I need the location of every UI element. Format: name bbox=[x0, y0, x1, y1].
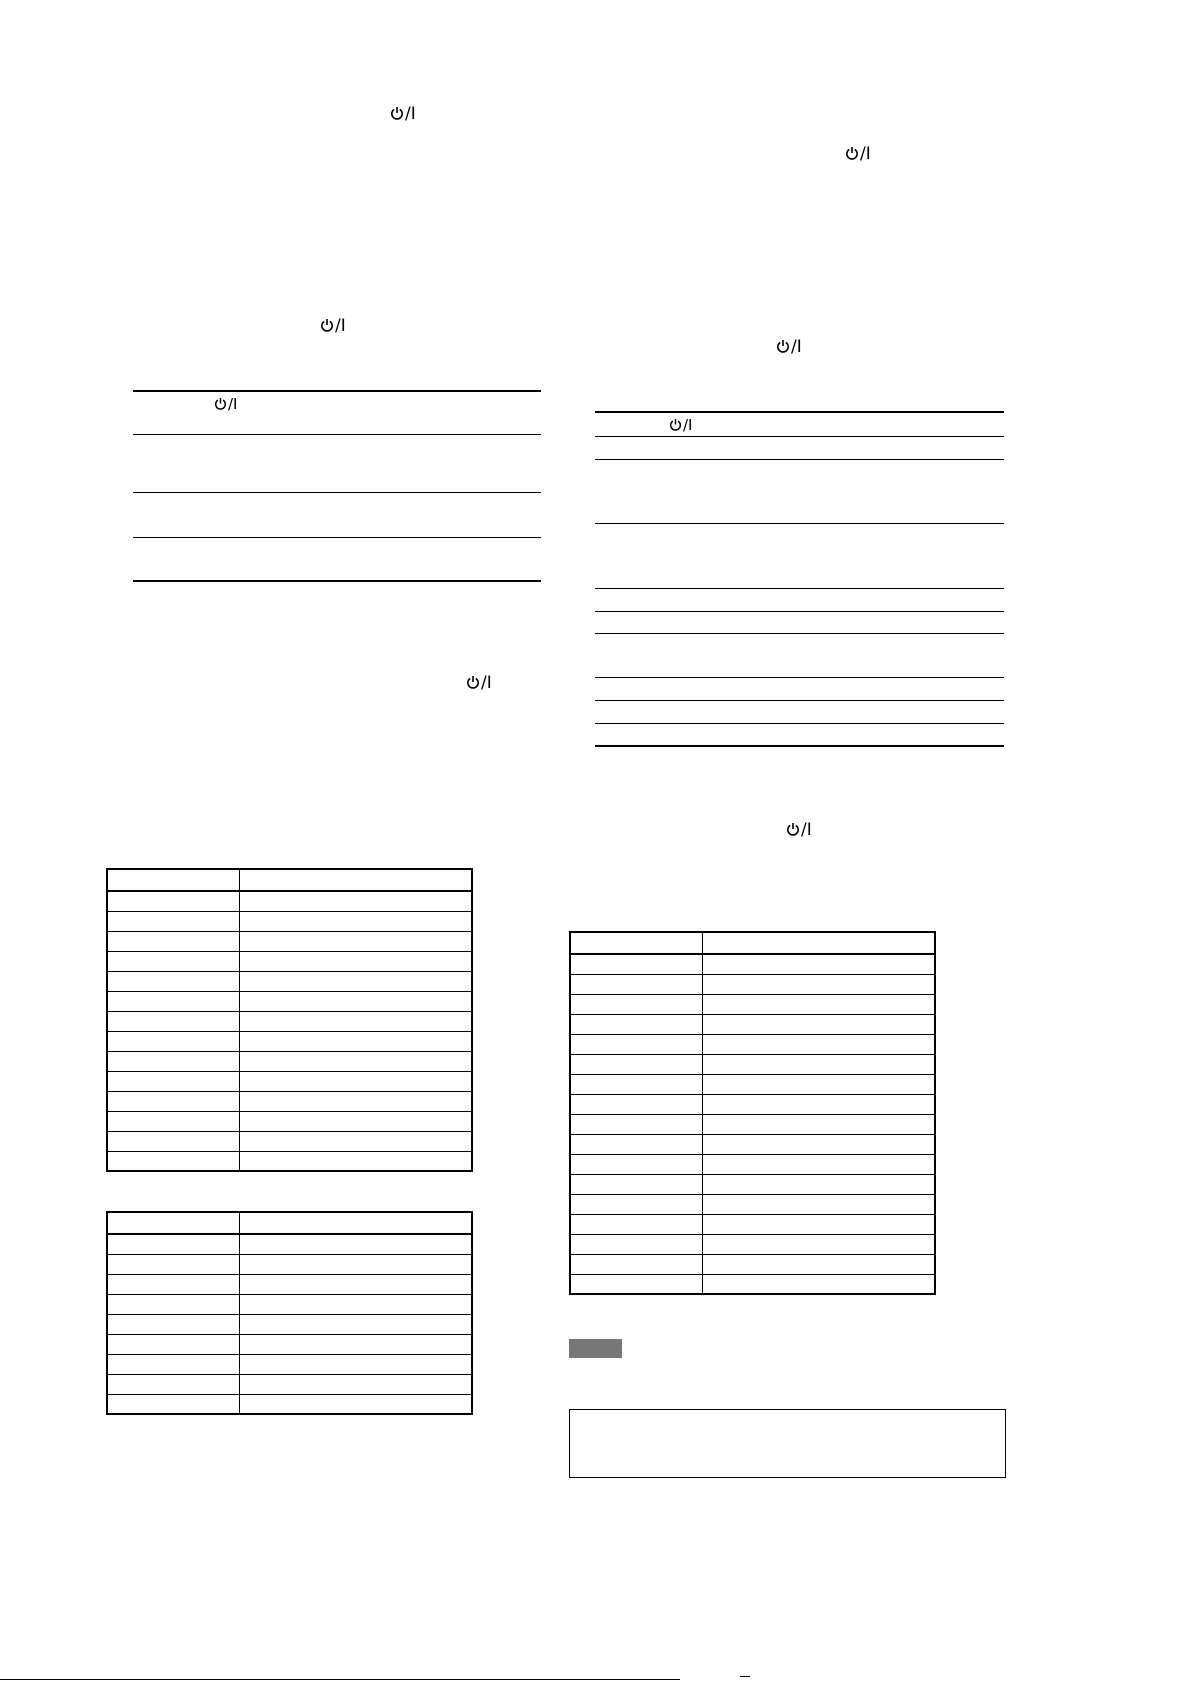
table-cell bbox=[570, 1154, 702, 1174]
power-standby-icon bbox=[390, 106, 404, 120]
table-cell bbox=[239, 1031, 472, 1051]
table-cell bbox=[107, 869, 239, 891]
table-cell bbox=[107, 1031, 239, 1051]
table-cell bbox=[239, 1254, 472, 1274]
code-table-b bbox=[106, 1211, 473, 1415]
table-row bbox=[570, 1114, 935, 1134]
power-mark-5: /I bbox=[845, 144, 871, 164]
table-bottom-rule bbox=[595, 745, 1004, 747]
table-row bbox=[570, 1214, 935, 1234]
table-cell bbox=[570, 932, 702, 954]
table-row-rule bbox=[595, 588, 1004, 589]
table-cell bbox=[107, 951, 239, 971]
table-cell bbox=[702, 1274, 935, 1294]
table-cell bbox=[239, 1212, 472, 1234]
power-standby-icon bbox=[214, 397, 227, 410]
power-standby-icon bbox=[845, 146, 859, 160]
table-row-rule bbox=[595, 633, 1004, 634]
table-cell bbox=[239, 1234, 472, 1254]
table-cell bbox=[570, 1094, 702, 1114]
table-cell bbox=[107, 1151, 239, 1171]
table-cell bbox=[107, 1051, 239, 1071]
table-cell bbox=[702, 932, 935, 954]
table-cell bbox=[702, 1214, 935, 1234]
table-cell bbox=[239, 991, 472, 1011]
table-row bbox=[570, 1134, 935, 1154]
table-cell bbox=[239, 951, 472, 971]
table-cell bbox=[239, 1091, 472, 1111]
table-row bbox=[107, 951, 472, 971]
table-row bbox=[107, 931, 472, 951]
table-cell bbox=[107, 931, 239, 951]
table-cell bbox=[107, 1374, 239, 1394]
table-cell bbox=[239, 869, 472, 891]
table-cell bbox=[239, 1151, 472, 1171]
table-row bbox=[570, 974, 935, 994]
table-cell bbox=[107, 971, 239, 991]
table-row-rule bbox=[595, 459, 1004, 460]
power-standby-icon bbox=[786, 822, 800, 836]
table-row bbox=[107, 991, 472, 1011]
table-row bbox=[570, 994, 935, 1014]
table-cell bbox=[107, 1071, 239, 1091]
power-mark-7: /I bbox=[669, 415, 692, 435]
table-cell bbox=[570, 1214, 702, 1234]
table-row bbox=[570, 1074, 935, 1094]
table-cell bbox=[107, 1111, 239, 1131]
power-mark-8: /I bbox=[786, 820, 812, 840]
power-mark-4: /I bbox=[466, 673, 492, 693]
table-row bbox=[107, 1334, 472, 1354]
table-row bbox=[570, 954, 935, 974]
table-row bbox=[570, 1254, 935, 1274]
footer-rule bbox=[0, 1679, 680, 1680]
table-cell bbox=[107, 1294, 239, 1314]
table-cell bbox=[239, 1294, 472, 1314]
table-cell bbox=[570, 1014, 702, 1034]
table-cell bbox=[107, 1011, 239, 1031]
table-cell bbox=[107, 991, 239, 1011]
table-row bbox=[570, 1014, 935, 1034]
table-row-rule bbox=[133, 434, 541, 435]
table-row bbox=[570, 1274, 935, 1294]
table-cell bbox=[107, 891, 239, 911]
table-cell bbox=[702, 1134, 935, 1154]
table-row bbox=[107, 1234, 472, 1254]
table-cell bbox=[570, 1234, 702, 1254]
table-row bbox=[107, 1051, 472, 1071]
table-row bbox=[107, 1031, 472, 1051]
table-cell bbox=[107, 1394, 239, 1414]
power-standby-icon bbox=[669, 418, 682, 431]
table-cell bbox=[702, 1034, 935, 1054]
table-row bbox=[107, 891, 472, 911]
table-cell bbox=[107, 1212, 239, 1234]
table-cell bbox=[239, 1111, 472, 1131]
table-cell bbox=[239, 1051, 472, 1071]
table-cell bbox=[239, 1011, 472, 1031]
table-row bbox=[570, 1234, 935, 1254]
table-cell bbox=[107, 1234, 239, 1254]
table-cell bbox=[239, 1274, 472, 1294]
table-row bbox=[107, 1294, 472, 1314]
table-cell bbox=[702, 974, 935, 994]
table-row-rule bbox=[595, 611, 1004, 612]
table-row bbox=[570, 1154, 935, 1174]
table-row-rule bbox=[595, 723, 1004, 724]
table-cell bbox=[570, 1074, 702, 1094]
table-cell bbox=[702, 1254, 935, 1274]
power-mark-6: /I bbox=[776, 337, 802, 357]
table-cell bbox=[570, 974, 702, 994]
table-cell bbox=[239, 1131, 472, 1151]
table-row bbox=[107, 1394, 472, 1414]
table-cell bbox=[702, 954, 935, 974]
table-row-rule bbox=[595, 700, 1004, 701]
table-header-row bbox=[107, 869, 472, 891]
table-cell bbox=[570, 1114, 702, 1134]
table-row bbox=[107, 1131, 472, 1151]
table-row bbox=[107, 911, 472, 931]
table-cell bbox=[239, 1071, 472, 1091]
power-standby-icon bbox=[466, 675, 480, 689]
table-cell bbox=[702, 1154, 935, 1174]
note-box bbox=[569, 1409, 1006, 1478]
table-cell bbox=[570, 1054, 702, 1074]
table-cell bbox=[107, 1354, 239, 1374]
table-cell bbox=[239, 1314, 472, 1334]
table-cell bbox=[107, 1254, 239, 1274]
code-table-c bbox=[569, 931, 936, 1295]
table-row bbox=[570, 1174, 935, 1194]
table-row bbox=[107, 1011, 472, 1031]
table-cell bbox=[107, 1131, 239, 1151]
table-cell bbox=[107, 1314, 239, 1334]
power-mark-1: /I bbox=[390, 104, 416, 124]
table-cell bbox=[702, 1114, 935, 1134]
table-row bbox=[107, 971, 472, 991]
table-cell bbox=[570, 994, 702, 1014]
table-cell bbox=[570, 1254, 702, 1274]
table-cell bbox=[239, 931, 472, 951]
table-cell bbox=[239, 971, 472, 991]
table-cell bbox=[239, 1394, 472, 1414]
table-cell bbox=[107, 911, 239, 931]
table-cell bbox=[239, 1334, 472, 1354]
table-bottom-rule bbox=[133, 580, 541, 582]
table-cell bbox=[702, 1234, 935, 1254]
table-header-row bbox=[570, 932, 935, 954]
table-row bbox=[107, 1111, 472, 1131]
table-cell bbox=[702, 1194, 935, 1214]
table-row bbox=[107, 1071, 472, 1091]
table-row bbox=[107, 1151, 472, 1171]
table-cell bbox=[239, 1354, 472, 1374]
table-row-rule bbox=[133, 537, 541, 538]
power-standby-icon bbox=[776, 339, 790, 353]
table-cell bbox=[570, 954, 702, 974]
table-cell bbox=[107, 1091, 239, 1111]
table-cell bbox=[702, 1094, 935, 1114]
power-mark-3: /I bbox=[214, 394, 237, 414]
table-cell bbox=[702, 1054, 935, 1074]
table-cell bbox=[570, 1134, 702, 1154]
table-row bbox=[107, 1254, 472, 1274]
footer-mark bbox=[740, 1676, 750, 1677]
table-cell bbox=[239, 1374, 472, 1394]
table-cell bbox=[702, 1074, 935, 1094]
table-top-rule bbox=[595, 411, 1004, 413]
table-row-rule bbox=[595, 677, 1004, 678]
table-row bbox=[107, 1091, 472, 1111]
power-standby-icon bbox=[320, 318, 334, 332]
table-row bbox=[570, 1054, 935, 1074]
table-top-rule bbox=[133, 390, 541, 392]
table-cell bbox=[570, 1194, 702, 1214]
code-table-a bbox=[106, 868, 473, 1172]
table-row-rule bbox=[133, 492, 541, 493]
table-cell bbox=[107, 1274, 239, 1294]
table-row bbox=[570, 1194, 935, 1214]
table-row bbox=[107, 1314, 472, 1334]
table-cell bbox=[702, 994, 935, 1014]
table-row bbox=[570, 1094, 935, 1114]
power-mark-2: /I bbox=[320, 316, 346, 336]
table-row bbox=[107, 1374, 472, 1394]
table-row-rule bbox=[595, 523, 1004, 524]
note-badge bbox=[569, 1339, 622, 1358]
table-cell bbox=[702, 1174, 935, 1194]
table-cell bbox=[570, 1034, 702, 1054]
table-row bbox=[107, 1354, 472, 1374]
table-row bbox=[107, 1274, 472, 1294]
table-cell bbox=[570, 1174, 702, 1194]
table-row bbox=[570, 1034, 935, 1054]
table-row-rule bbox=[595, 436, 1004, 437]
table-cell bbox=[239, 911, 472, 931]
table-cell bbox=[239, 891, 472, 911]
table-cell bbox=[702, 1014, 935, 1034]
table-cell bbox=[570, 1274, 702, 1294]
table-cell bbox=[107, 1334, 239, 1354]
table-header-row bbox=[107, 1212, 472, 1234]
